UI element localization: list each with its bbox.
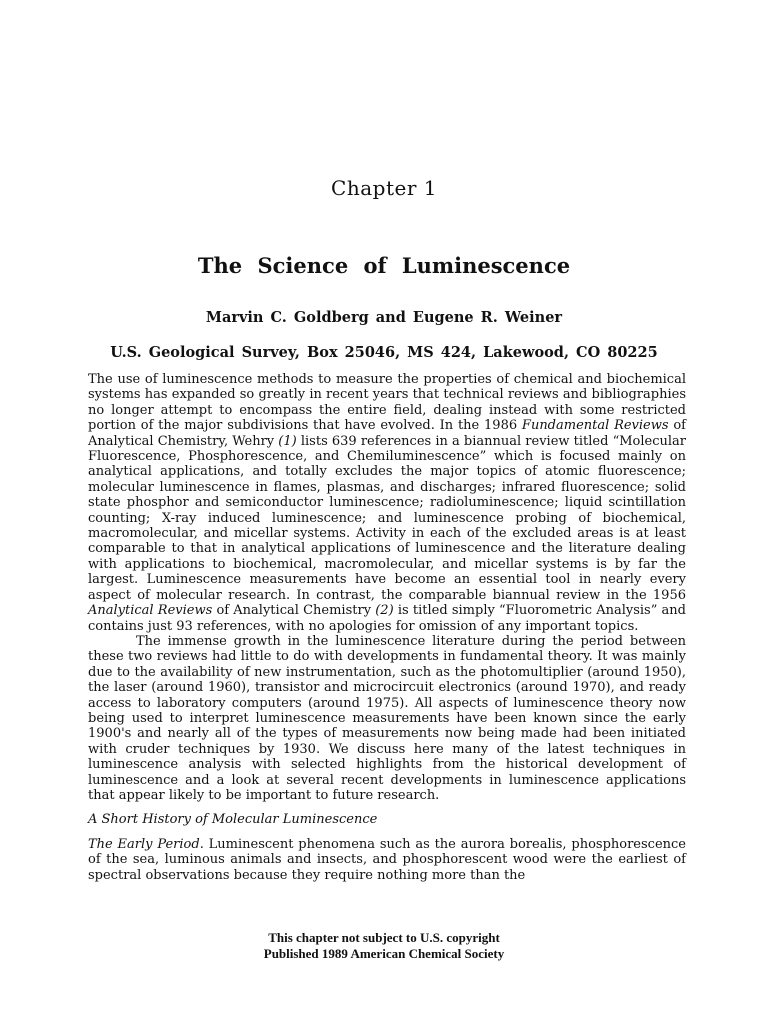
body-text xyxy=(88,372,686,883)
chapter-label: Chapter 1 xyxy=(331,176,437,200)
chapter-title: The Science of Luminescence xyxy=(197,253,571,278)
authors: Marvin C. Goldberg and Eugene R. Weiner xyxy=(205,309,563,326)
italic-journal-section-2: Analytical Reviews xyxy=(88,603,213,619)
paragraph-3: The Early Period. Luminescent phenomena such as the aurora borealis, phosphorescence of the sea, luminous animals and insects, and phosphorescent wood were the earliest of spectral observations because they require nothing more than the xyxy=(88,836,686,883)
citation-ref-2: (2) xyxy=(375,603,394,619)
paragraph-2: The immense growth in the luminescence literature during the period between these two reviews had little to do with developments in fundamental theory. It was mainly due to the availability of new instrumentation, such as the photomultiplier (around 1950), the laser (around 1960), transistor and microcircuit electronics (around 1970), and ready access to laboratory computers (around 1975). All aspects of luminescence theory now being used to interpret luminescence measurements have been known since the early 1900's and nearly all of the types of measurements now being made had been initiated with cruder techniques by 1930. We discuss here many of the latest techniques in luminescence analysis with selected highlights from the historical development of luminescence and a look at several recent developments in luminescence applications that appear likely to be important to future research. xyxy=(88,633,686,803)
subsection-lead: The Early Period. xyxy=(88,836,204,852)
paragraph-1: The use of luminescence methods to measure the properties of chemical and biochemical systems has expanded so greatly in recent years that technical reviews and bibliographies no longer attempt to encompass the entire field, dealing instead with some restricted portion of the major subdivisions that have evolved. In the 1986 Fundamental Reviews of Analytical Chemistry, Wehry (1) lists 639 references in a biannual review titled “Molecular Fluorescence, Phosphorescence, and Chemiluminescence” which is focused mainly on analytical applications, and totally excludes the major topics of atomic fluorescence; molecular luminescence in flames, plasmas, and discharges; infrared fluorescence; solid state phosphor and semiconductor luminescence; radioluminescence; liquid scintillation counting; X-ray induced luminescence; and luminescence probing of biochemical, macromolecular, and micellar systems. Activity in each of the excluded areas is at least comparable to that in analytical applications of luminescence and the literature dealing with applications to biochemical, macromolecular, and micellar systems is by far the largest. Luminescence measurements have become an essential tool in nearly every aspect of molecular research. In contrast, the comparable biannual review in the 1956 Analytical Reviews of Analytical Chemistry (2) is titled simply “Fluorometric Analysis” and contains just 93 references, with no apologies for omission of any important topics. xyxy=(88,372,686,634)
italic-journal-section: Fundamental Reviews xyxy=(521,418,669,434)
affiliation: U.S. Geological Survey, Box 25046, MS 424, Lakewood, CO 80225 xyxy=(110,344,658,361)
section-heading: A Short History of Molecular Luminescence xyxy=(88,812,378,828)
footer-line-1: This chapter not subject to U.S. copyright xyxy=(268,930,500,945)
footer-line-2: Published 1989 American Chemical Society xyxy=(263,946,505,961)
copyright-footer xyxy=(0,930,768,962)
citation-ref-1: (1) xyxy=(278,433,297,449)
